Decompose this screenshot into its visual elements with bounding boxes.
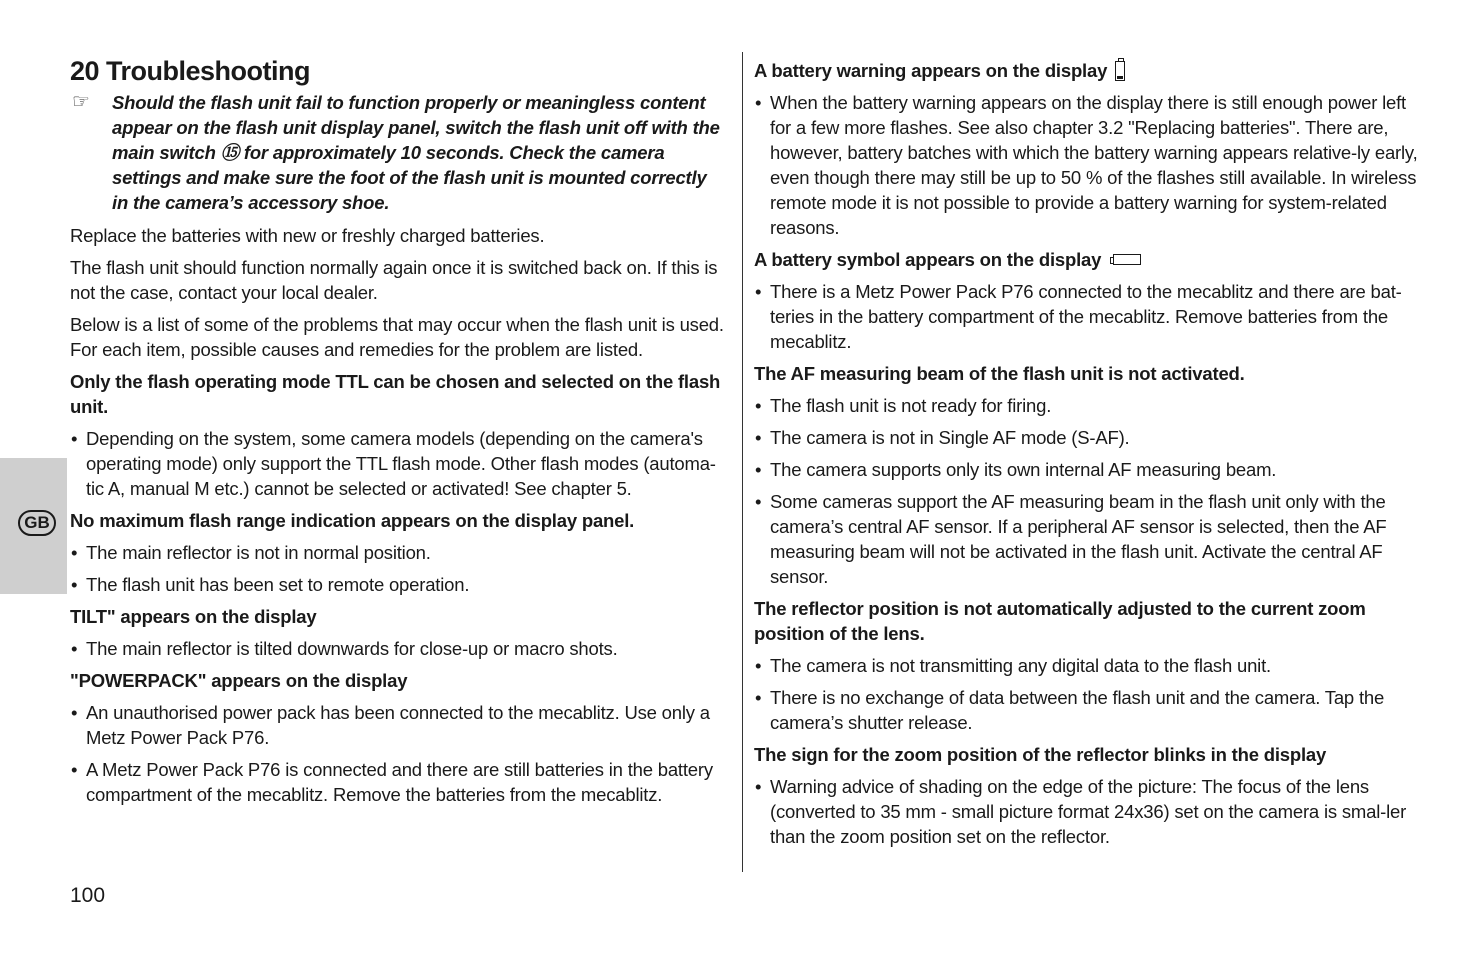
bullet-icon: •: [755, 427, 762, 448]
bullet-icon: •: [755, 655, 762, 676]
bullet-item: [754, 653, 1418, 678]
bullet-item: [70, 572, 726, 597]
section-heading: [754, 58, 1418, 83]
bullet-item: [754, 393, 1418, 418]
bullet-text: When the battery warning appears on the display there is still enough power left for a few more flashes. See also chapter 3.2 "Replacing batteries". There are, however, battery batches with which the battery warning appears relative-ly early, even though there may still be up to 50 % of the flashes still available. In wireless remote mode it is not possible to provide a battery warning for system-related reasons.: [770, 92, 1418, 238]
bullet-text: The camera is not transmitting any digital data to the flash unit.: [770, 655, 1271, 676]
note-paragraph: [70, 90, 726, 215]
section-heading: The AF measuring beam of the flash unit is not activated.: [754, 363, 1245, 384]
bullet-item: [754, 90, 1418, 240]
bullet-text: There is a Metz Power Pack P76 connected to the mecablitz and there are bat-teries in the battery compartment of the mecablitz. Remove batteries from the mecablitz.: [770, 281, 1402, 352]
bullet-text: The camera supports only its own internal AF measuring beam.: [770, 459, 1277, 480]
section-heading: "POWERPACK" appears on the display: [70, 670, 408, 691]
language-badge: GB: [18, 510, 56, 536]
bullet-text: An unauthorised power pack has been connected to the mecablitz. Use only a Metz Power Pack P76.: [86, 702, 710, 748]
bullet-text: Warning advice of shading on the edge of the picture: The focus of the lens (converted to 35 mm - small picture format 24x36) set on the camera is smal-ler than the zoom position set on the reflector.: [770, 776, 1407, 847]
bullet-icon: •: [71, 574, 78, 595]
bullet-text: The flash unit has been set to remote operation.: [86, 574, 470, 595]
bullet-item: [754, 425, 1418, 450]
bullet-icon: •: [755, 92, 762, 113]
section-heading: TILT" appears on the display: [70, 606, 317, 627]
bullet-item: [70, 636, 726, 661]
page-title: 20 Troubleshooting: [70, 56, 311, 86]
bullet-text: Depending on the system, some camera models (depending on the camera's operating mode) only support the TTL flash mode. Other flash modes (automa-tic A, manual M etc.) cannot be selected or activated! See chapter 5.: [86, 428, 716, 499]
pointing-hand-icon: ☞: [72, 91, 90, 113]
bullet-icon: •: [755, 395, 762, 416]
bullet-icon: •: [755, 281, 762, 302]
bullet-item: [754, 489, 1418, 589]
bullet-item: [754, 279, 1418, 354]
right-column: [754, 52, 1418, 856]
bullet-icon: •: [71, 638, 78, 659]
paragraph: The flash unit should function normally again once it is switched back on. If this is not the case, contact your local dealer.: [70, 257, 718, 303]
bullet-item: [70, 700, 726, 750]
section-heading: No maximum flash range indication appears on the display panel.: [70, 510, 635, 531]
bullet-icon: •: [755, 776, 762, 797]
section-heading: [754, 247, 1418, 272]
paragraph: Below is a list of some of the problems that may occur when the flash unit is used. For each item, possible causes and remedies for the problem are listed.: [70, 314, 724, 360]
bullet-icon: •: [71, 759, 78, 780]
bullet-item: [754, 457, 1418, 482]
bullet-text: The camera is not in Single AF mode (S-AF).: [770, 427, 1130, 448]
bullet-text: The main reflector is tilted downwards for close-up or macro shots.: [86, 638, 618, 659]
bullet-text: There is no exchange of data between the flash unit and the camera. Tap the camera’s shutter release.: [770, 687, 1385, 733]
bullet-item: [754, 685, 1418, 735]
bullet-item: [70, 757, 726, 807]
bullet-icon: •: [71, 542, 78, 563]
column-divider: [742, 52, 743, 872]
bullet-item: [754, 774, 1418, 849]
bullet-icon: •: [755, 491, 762, 512]
bullet-item: [70, 426, 726, 501]
bullet-text: A Metz Power Pack P76 is connected and there are still batteries in the battery compartment of the mecablitz. Remove the batteries from the mecablitz.: [86, 759, 713, 805]
paragraph: Replace the batteries with new or freshly charged batteries.: [70, 225, 545, 246]
bullet-icon: •: [71, 702, 78, 723]
battery-symbol-icon: [1113, 254, 1141, 265]
bullet-text: The main reflector is not in normal position.: [86, 542, 431, 563]
heading-text: A battery symbol appears on the display: [754, 249, 1102, 270]
battery-warning-icon: [1115, 61, 1125, 81]
heading-text: A battery warning appears on the display: [754, 60, 1108, 81]
left-column: [70, 52, 726, 814]
bullet-icon: •: [71, 428, 78, 449]
bullet-text: Some cameras support the AF measuring beam in the flash unit only with the camera’s central AF sensor. If a peripheral AF sensor is selected, then the AF measuring beam will not be activated in the flash unit. Activate the central AF sensor.: [770, 491, 1387, 587]
note-text: Should the flash unit fail to function properly or meaningless content appear on the flash unit display panel, switch the flash unit off with the main switch ⑮ for approximately 10 seconds. Check the camera settings and make sure the foot of the flash unit is mounted correctly in the camera’s accessory shoe.: [112, 92, 720, 213]
section-heading: The sign for the zoom position of the reflector blinks in the display: [754, 744, 1327, 765]
page-number: 100: [70, 884, 106, 907]
section-heading: The reflector position is not automatically adjusted to the current zoom position of the lens.: [754, 598, 1366, 644]
bullet-icon: •: [755, 687, 762, 708]
bullet-text: The flash unit is not ready for firing.: [770, 395, 1052, 416]
bullet-item: [70, 540, 726, 565]
bullet-icon: •: [755, 459, 762, 480]
section-heading: Only the flash operating mode TTL can be chosen and selected on the flash unit.: [70, 371, 721, 417]
